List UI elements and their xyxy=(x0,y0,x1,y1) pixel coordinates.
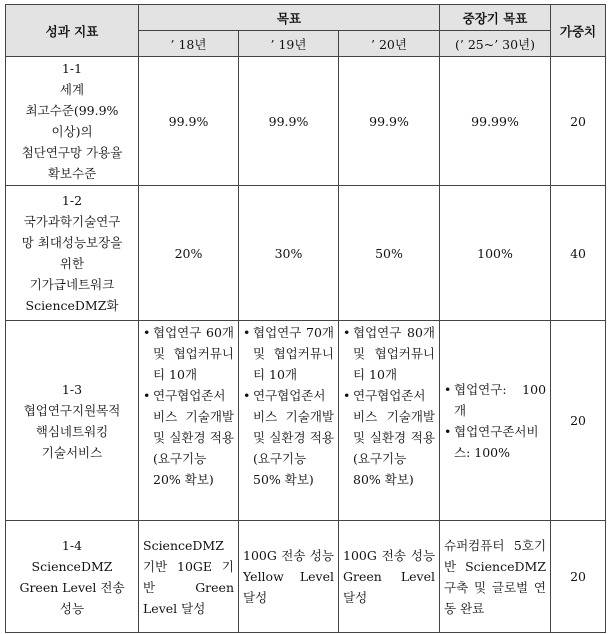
target-19-cell: 99.9% xyxy=(239,57,339,186)
bullet-list xyxy=(343,322,435,490)
indicator-line: 망 최대성능보장을 xyxy=(21,235,123,250)
performance-indicator-table xyxy=(5,4,606,633)
header-year-18: ’ 18년 xyxy=(139,31,239,57)
header-target: 목표 xyxy=(139,5,440,31)
bullet-item: • 협업연구: 100개 xyxy=(444,379,546,421)
table-row xyxy=(6,57,606,186)
target-18-cell: 20% xyxy=(139,186,239,321)
target-18-cell: ScienceDMZ 기반 10GE 기반 Green Level 달성 xyxy=(139,521,239,633)
target-19-cell xyxy=(239,321,339,521)
bullet-item: • 연구협업존서비스 기술개발 및 실환경 적용(요구기능 50% 확보) xyxy=(243,385,334,490)
header-year-20: ’ 20년 xyxy=(339,31,440,57)
mid-long-cell: 99.99% xyxy=(440,57,551,186)
indicator-line: 국가과학기술연구 xyxy=(23,214,121,229)
table-row xyxy=(6,521,606,633)
mid-long-cell: 슈퍼컴퓨터 5호기 반 ScienceDMZ 구축 및 글로벌 연동 완료 xyxy=(440,521,551,633)
indicator-line: 첨단연구망 가용율 xyxy=(21,145,123,160)
bullet-list xyxy=(143,322,234,490)
table-row xyxy=(6,186,606,321)
header-row-1 xyxy=(6,5,606,31)
indicator-line: 핵심네트워킹 xyxy=(35,423,109,439)
header-mid-long-period: (’ 25~’ 30년) xyxy=(440,31,551,57)
indicator-cell xyxy=(6,321,139,521)
indicator-line: 이상)의 xyxy=(51,124,93,139)
weight-cell: 20 xyxy=(551,321,606,521)
target-20-cell xyxy=(339,321,440,521)
bullet-item: • 협업연구 70개 및 협업커뮤니티 10개 xyxy=(243,322,334,385)
header-mid-long-target: 중장기 목표 xyxy=(440,5,551,31)
header-year-19: ’ 19년 xyxy=(239,31,339,57)
indicator-cell xyxy=(6,521,139,633)
bullet-item: • 연구협업존서비스 기술개발 및 실환경 적용(요구기능 80% 확보) xyxy=(343,385,435,490)
mid-long-cell xyxy=(440,321,551,521)
weight-cell: 20 xyxy=(551,57,606,186)
indicator-line: 1-2 xyxy=(61,193,83,208)
table-row xyxy=(6,321,606,521)
indicator-line: 1-4 xyxy=(61,537,83,553)
indicator-cell xyxy=(6,186,139,321)
bullet-list xyxy=(444,379,546,463)
target-20-cell: 100G 전송 성능 Green Level 달성 xyxy=(339,521,440,633)
indicator-line: 기술서비스 xyxy=(41,444,103,460)
indicator-line: 확보수준 xyxy=(47,166,97,181)
target-18-cell: 99.9% xyxy=(139,57,239,186)
indicator-line: 협업연구지원목적 xyxy=(23,402,121,418)
indicator-line: 1-3 xyxy=(61,381,83,397)
table-wrapper xyxy=(5,4,606,633)
header-indicator: 성과 지표 xyxy=(6,5,139,57)
mid-long-cell: 100% xyxy=(440,186,551,321)
header-weight: 가중치 xyxy=(551,5,606,57)
target-18-cell xyxy=(139,321,239,521)
target-20-cell: 50% xyxy=(339,186,440,321)
indicator-line: 세계 xyxy=(59,82,85,97)
indicator-line: Green Level 전송 xyxy=(19,579,125,595)
bullet-item: • 협업연구 80개 및 협업커뮤니티 10개 xyxy=(343,322,435,385)
weight-cell: 40 xyxy=(551,186,606,321)
indicator-line: 최고수준(99.9% xyxy=(25,103,119,118)
target-19-cell: 100G 전송 성능 Yellow Level 달성 xyxy=(239,521,339,633)
target-19-cell: 30% xyxy=(239,186,339,321)
weight-cell: 20 xyxy=(551,521,606,633)
bullet-list xyxy=(243,322,334,490)
target-20-cell: 99.9% xyxy=(339,57,440,186)
indicator-line: 성능 xyxy=(59,600,85,616)
indicator-line: ScienceDMZ xyxy=(31,558,113,574)
indicator-cell xyxy=(6,57,139,186)
indicator-line: 1-1 xyxy=(61,61,83,76)
indicator-line: ScienceDMZ화 xyxy=(25,298,119,313)
bullet-item: • 협업연구 60개 및 협업커뮤니티 10개 xyxy=(143,322,234,385)
bullet-item: • 연구협업존서비스 기술개발 및 실환경 적용(요구기능 20% 확보) xyxy=(143,385,234,490)
indicator-line: 기가급네트워크 xyxy=(29,277,115,292)
bullet-item: • 협업연구존서비스: 100% xyxy=(444,421,546,463)
indicator-line: 위한 xyxy=(59,256,85,271)
